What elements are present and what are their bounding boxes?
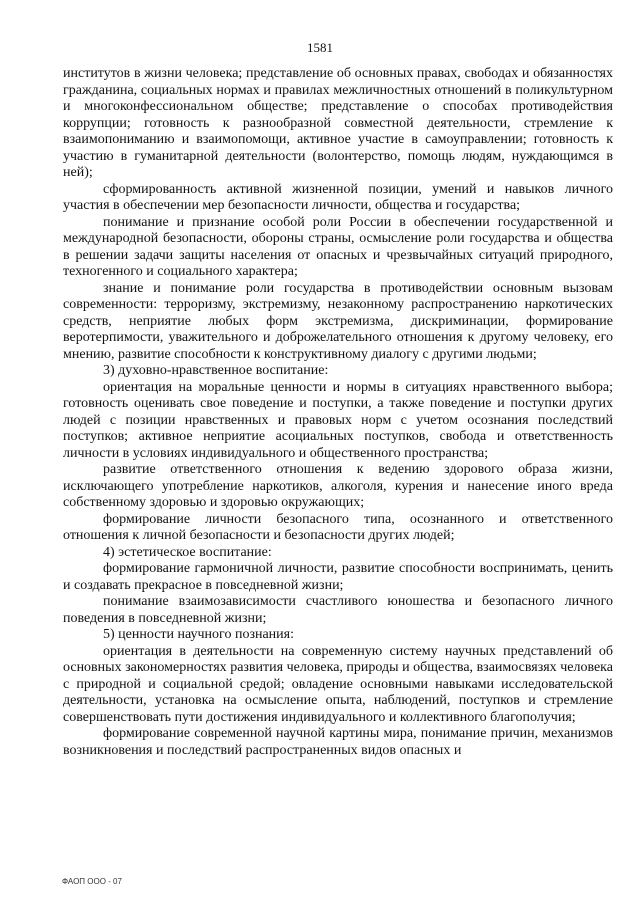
paragraph: сформированность активной жизненной позиции, умений и навыков личного участия в обеспечении мер безопасности личности, общества и государства; <box>63 181 613 213</box>
paragraph: ориентация в деятельности на современную систему научных представлений об основных закономерностях развития человека, природы и общества, взаимосвязях человека с природной и социальной средой; овладение основными навыками исследовательской деятельности, установка на осмысление опыта, наблюдений, поступков и стремление совершенствовать пути достижения индивидуального и коллективного благополучия; <box>63 643 613 725</box>
page-number: 1581 <box>307 40 333 55</box>
page-footer: ФАОП ООО - 07 <box>62 877 122 886</box>
paragraph: понимание и признание особой роли России в обеспечении государственной и международной безопасности, обороны страны, осмысление роли государства и общества в решении задачи защиты населения от опасных и чрезвычайных ситуаций природного, техногенного и социального характера; <box>63 214 613 279</box>
paragraph: знание и понимание роли государства в противодействии основным вызовам современности: терроризму, экстремизму, незаконному распространению наркотических средств, неприятие любых форм экстремизма, дискриминации, формирование веротерпимости, уважительного и доброжелательного отношения к другому человеку, его мнению, развитие способности к конструктивному диалогу с другими людьми; <box>63 280 613 362</box>
document-body <box>63 66 613 759</box>
paragraph: формирование современной научной картины мира, понимание причин, механизмов возникновения и последствий распространенных видов опасных и <box>63 726 613 758</box>
section-heading: 4) эстетическое воспитание: <box>103 544 272 560</box>
paragraph: институтов в жизни человека; представление об основных правах, свободах и обязанностях гражданина, социальных нормах и правилах межличностных отношений в поликультурном и многоконфессиональном обществе; представление о способах противодействия коррупции; готовность к разнообразной совместной деятельности, стремление к взаимопониманию и взаимопомощи, активное участие в самоуправлении; готовность к участию в гуманитарной деятельности (волонтерство, помощь людям, нуждающимся в ней); <box>63 66 613 180</box>
section-heading: 3) духовно-нравственное воспитание: <box>103 363 329 378</box>
paragraph: формирование личности безопасного типа, осознанного и ответственного отношения к личной безопасности и безопасности других людей; <box>63 511 613 543</box>
paragraph: ориентация на моральные ценности и нормы в ситуациях нравственного выбора; готовность оценивать свое поведение и поступки, а также поведение и поступки других людей с позиции нравственных и правовых норм с учетом осознания последствий поступков; активное неприятие асоциальных поступков, свобода и ответственность личности в условиях индивидуального и общественного пространства; <box>63 379 613 461</box>
section-heading: 5) ценности научного познания: <box>103 627 294 642</box>
paragraph: развитие ответственного отношения к ведению здорового образа жизни, исключающего употребление наркотиков, алкоголя, курения и нанесение иного вреда собственному здоровью и здоровью окружающих; <box>63 462 613 510</box>
paragraph: формирование гармоничной личности, развитие способности воспринимать, ценить и создавать прекрасное в повседневной жизни; <box>63 561 613 593</box>
paragraph: понимание взаимозависимости счастливого юношества и безопасного личного поведения в повседневной жизни; <box>63 594 613 626</box>
